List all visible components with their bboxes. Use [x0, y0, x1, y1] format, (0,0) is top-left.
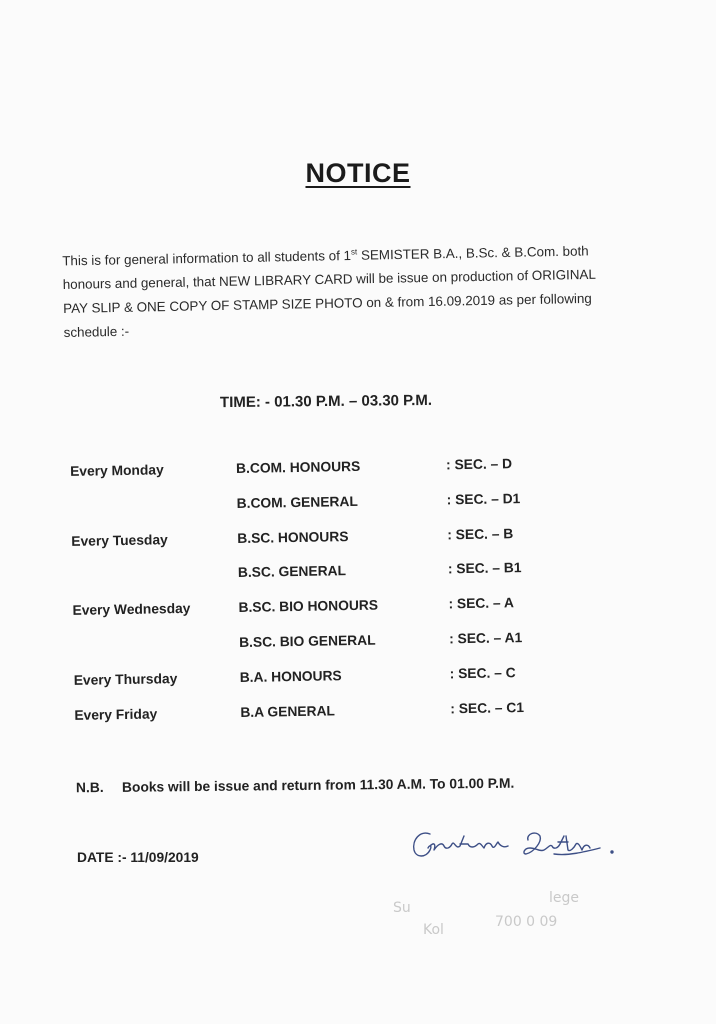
stamp-text: Su	[393, 900, 411, 916]
schedule-day: Every Tuesday	[71, 531, 168, 549]
schedule-course: B.SC. BIO GENERAL	[239, 632, 376, 650]
signature	[408, 822, 638, 868]
schedule-time: TIME: - 01.30 P.M. – 03.30 P.M.	[219, 391, 433, 412]
schedule-day: Every Friday	[74, 706, 158, 723]
intro-superscript: st	[350, 247, 358, 257]
schedule-section: : SEC. – D	[445, 456, 513, 473]
schedule-course: B.SC. GENERAL	[237, 563, 347, 581]
schedule-table	[66, 456, 551, 743]
schedule-section: : SEC. – B	[447, 525, 514, 542]
schedule-row	[70, 699, 551, 742]
schedule-course: B.COM. GENERAL	[236, 493, 358, 511]
schedule-section: : SEC. – D1	[446, 490, 521, 508]
schedule-section: : SEC. – A	[448, 595, 515, 612]
schedule-section: : SEC. – C1	[450, 699, 525, 716]
schedule-course: B.A GENERAL	[240, 702, 336, 720]
schedule-section: : SEC. – A1	[448, 630, 523, 647]
schedule-section: : SEC. – B1	[447, 560, 522, 577]
schedule-day: Every Thursday	[73, 670, 178, 688]
notice-intro	[62, 235, 624, 345]
nota-bene	[76, 776, 514, 796]
nb-text: Books will be issue and return from 11.30 A.M. To 01.00 P.M.	[121, 775, 515, 795]
nb-label: N.B.	[75, 780, 104, 796]
faded-stamp	[385, 880, 605, 950]
schedule-course: B.A. HONOURS	[239, 668, 342, 685]
schedule-day: Every Monday	[69, 462, 164, 479]
schedule-course: B.SC. BIO HONOURS	[238, 597, 379, 616]
stamp-text: 700 0 09	[495, 914, 558, 930]
notice-title: NOTICE	[305, 158, 411, 188]
schedule-day: Every Wednesday	[72, 601, 191, 619]
notice-date: DATE :- 11/09/2019	[77, 850, 199, 865]
stamp-text: Kol	[423, 922, 444, 938]
schedule-section: : SEC. – C	[449, 664, 516, 682]
intro-text-part1: This is for general information to all students of 1	[62, 247, 352, 269]
stamp-text: lege	[549, 890, 580, 906]
schedule-course: B.COM. HONOURS	[235, 458, 361, 477]
intro-text-part2: SEMISTER B.A., B.Sc. & B.Com. both honours and general, that NEW LIBRARY CARD will be issue on production of ORIGINAL PAY SLIP & ONE COPY OF STAMP SIZE PHOTO on & from 16.09.2019 as per following schedule :-	[62, 243, 596, 341]
schedule-course: B.SC. HONOURS	[237, 528, 349, 546]
